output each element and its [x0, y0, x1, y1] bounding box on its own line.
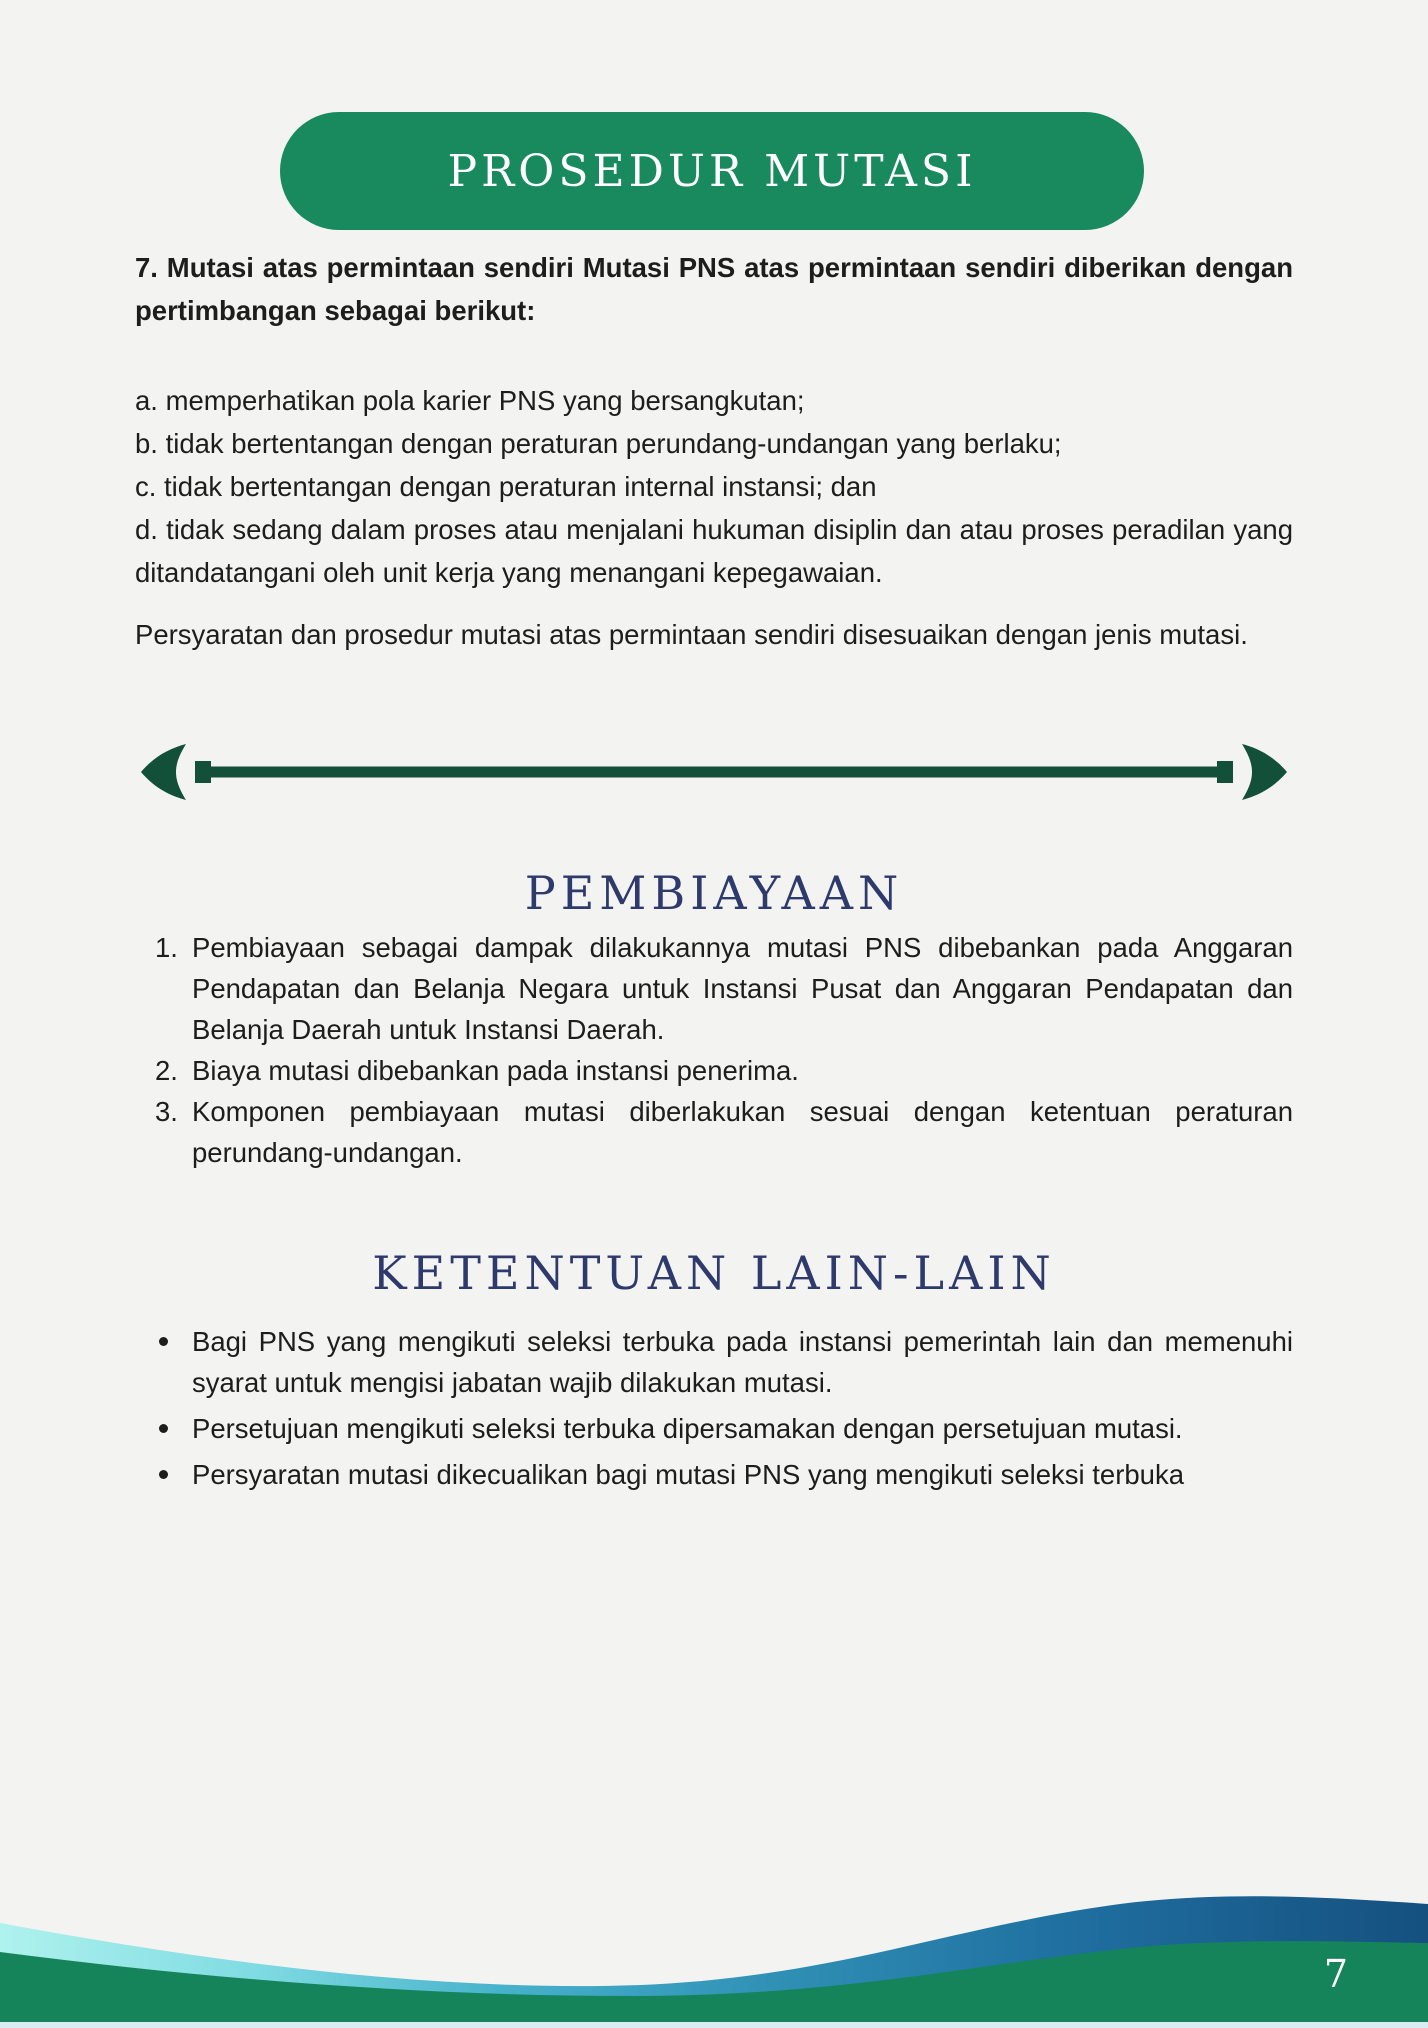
bullet-item: Bagi PNS yang mengikuti seleksi terbuka pada instansi pemerintah lain dan memenuhi syarat untuk mengisi jabatan wajib dilakukan mutasi.: [135, 1321, 1293, 1403]
ornamental-divider: [139, 742, 1289, 802]
lettered-list: [135, 379, 1293, 594]
bullet-dot-icon: [159, 1470, 168, 1479]
footer-wave-graphic: [0, 1810, 1428, 2028]
lettered-item: b. tidak bertentangan dengan peraturan perundang-undangan yang berlaku;: [135, 428, 1062, 459]
divider-ornament-right-icon: [1242, 744, 1287, 800]
bullet-dot-icon: [159, 1424, 168, 1433]
ketentuan-bullet-list: [135, 1321, 1293, 1500]
divider-ornament-left-icon: [141, 744, 186, 800]
numbered-item: Pembiayaan sebagai dampak dilakukannya mutasi PNS dibebankan pada Anggaran Pendapatan dan Belanja Negara untuk Instansi Pusat dan Anggaran Pendapatan dan Belanja Daerah untuk Instansi Daerah.: [192, 932, 1293, 1045]
page-title: PROSEDUR MUTASI: [447, 145, 977, 197]
lettered-item: d. tidak sedang dalam proses atau menjalani hukuman disiplin dan atau proses peradilan yang ditandatangani oleh unit kerja yang menangani kepegawaian.: [135, 514, 1293, 588]
footer-bottom-strip: [0, 2022, 1428, 2028]
bullet-item: Persyaratan mutasi dikecualikan bagi mutasi PNS yang mengikuti seleksi terbuka: [135, 1454, 1293, 1495]
bullet-dot-icon: [159, 1337, 168, 1346]
lettered-item: c. tidak bertentangan dengan peraturan internal instansi; dan: [135, 471, 877, 502]
header-banner: [280, 112, 1144, 230]
closing-paragraph-text: Persyaratan dan prosedur mutasi atas permintaan sendiri disesuaikan dengan jenis mutasi.: [135, 619, 1248, 650]
numbered-item: Biaya mutasi dibebankan pada instansi penerima.: [192, 1055, 799, 1086]
section-heading-ketentuan-lain-lain: KETENTUAN LAIN-LAIN: [372, 1246, 1056, 1300]
intro-paragraph-text: 7. Mutasi atas permintaan sendiri Mutasi PNS atas permintaan sendiri diberikan dengan pertimbangan sebagai berikut:: [135, 252, 1293, 326]
closing-paragraph: [135, 613, 1293, 656]
page-number: 7: [1323, 1952, 1349, 1996]
section-heading-pembiayaan: PEMBIAYAAN: [524, 866, 904, 920]
lettered-item: a. memperhatikan pola karier PNS yang bersangkutan;: [135, 385, 805, 416]
intro-paragraph: [135, 246, 1293, 332]
bullet-item: Persetujuan mengikuti seleksi terbuka dipersamakan dengan persetujuan mutasi.: [135, 1408, 1293, 1449]
pembiayaan-numbered-list: [135, 927, 1293, 1173]
numbered-item: Komponen pembiayaan mutasi diberlakukan sesuai dengan ketentuan peraturan perundang-undangan.: [192, 1096, 1293, 1168]
